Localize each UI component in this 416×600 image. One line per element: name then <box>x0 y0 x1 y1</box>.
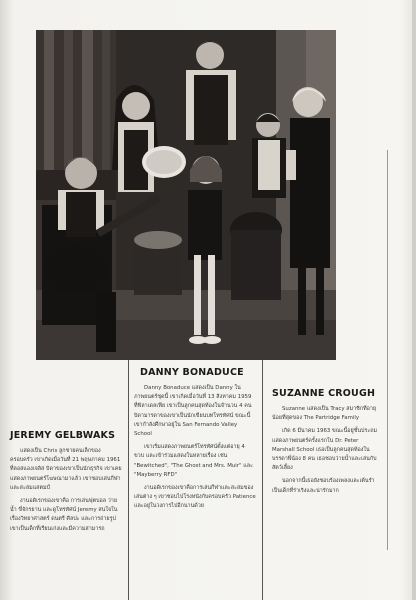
band-photo-icon <box>36 30 336 360</box>
suzanne-paragraph: เกิด 6 มีนาคม 1963 ขณะนี้อยู่ชั้นประถม แสดงภาพยนตร์ครั้งแรกใน Dr. Peter Marshall School เธอเป็นลูกคนสุดท้องในบรรดาพี่น้อง 8 คน เธอชอบว่ายน้ำและเล่นกับสัตว์เลี้ยง <box>272 428 378 472</box>
danny-paragraph: Danny Bonaduce แสดงเป็น Danny ในภาพยนตร์ชุดนี้ เขาเกิดเมื่อวันที่ 13 สิงหาคม 1959 ที่ฟิลาเดลเฟีย เขาเป็นลูกคนสุดท้องในจำนวน 4 คน บิดามารดาของเขาเป็นนักเขียนบทโทรทัศน์ ขณะนี้เขากำลังศึกษาอยู่ใน San Fernando Valley School <box>134 385 252 438</box>
suzanne-text <box>272 405 380 595</box>
suzanne-paragraph: Suzanne แสดงเป็น Tracy สมาชิกที่อายุน้อยที่สุดของ The Partridge Family <box>272 406 377 422</box>
danny-paragraph: เขาเริ่มแสดงภาพยนตร์โทรทัศน์ตั้งแต่อายุ 4 ขวบ และเข้าร่วมแสดงในหลายเรื่อง เช่น "Bewitched", "The Ghost and Mrs. Muir" และ "Mayberry RFD" <box>134 444 253 478</box>
column-divider-right <box>262 360 263 600</box>
jeremy-paragraph: แสดงเป็น Chris ลูกชายคนเล็กของครอบครัว เขาเกิดเมื่อวันที่ 21 พฤษภาคม 1961 ที่ลอสแองเจลิส บิดาของเขาเป็นนักธุรกิจ เขาเคยแสดงภาพยนตร์โฆษณามาแล้ว เขาชอบเล่นกีฬาและสะสมแสตมป์ <box>10 448 122 491</box>
suzanne-heading: SUZANNE CROUGH <box>272 388 376 399</box>
right-margin-line <box>387 150 388 550</box>
page-edge <box>412 0 416 600</box>
jeremy-text <box>10 447 122 595</box>
suzanne-paragraph: นอกจากนี้เธอยังชอบร้องเพลงและเต้นรำ เป็นเด็กที่ร่าเริงและน่ารักมาก <box>272 478 375 494</box>
danny-heading: DANNY BONADUCE <box>140 367 244 378</box>
jeremy-heading: JEREMY GELBWAKS <box>10 430 116 441</box>
danny-text <box>134 384 256 596</box>
column-divider-left <box>128 360 129 600</box>
band-photo <box>36 30 336 360</box>
danny-paragraph: งานอดิเรกของเขาคือการเล่นกีฬาและสะสมของเล่นต่าง ๆ เขาชอบไปโรงหนังกับครอบครัว Patience และอยู่ในวงการไปอีกนานด้วย <box>134 485 256 510</box>
jeremy-paragraph: งานอดิเรกของเขาคือ การเล่นฟุตบอล ว่ายน้ำ ขี่จักรยาน และดูโทรทัศน์ Jeremy สนใจในเรื่องวิทยาศาสตร์ ดนตรี ศิลปะ และการถ่ายรูป เขาเป็นเด็กที่เรียนเก่งและมีความสามารถ <box>10 498 118 532</box>
